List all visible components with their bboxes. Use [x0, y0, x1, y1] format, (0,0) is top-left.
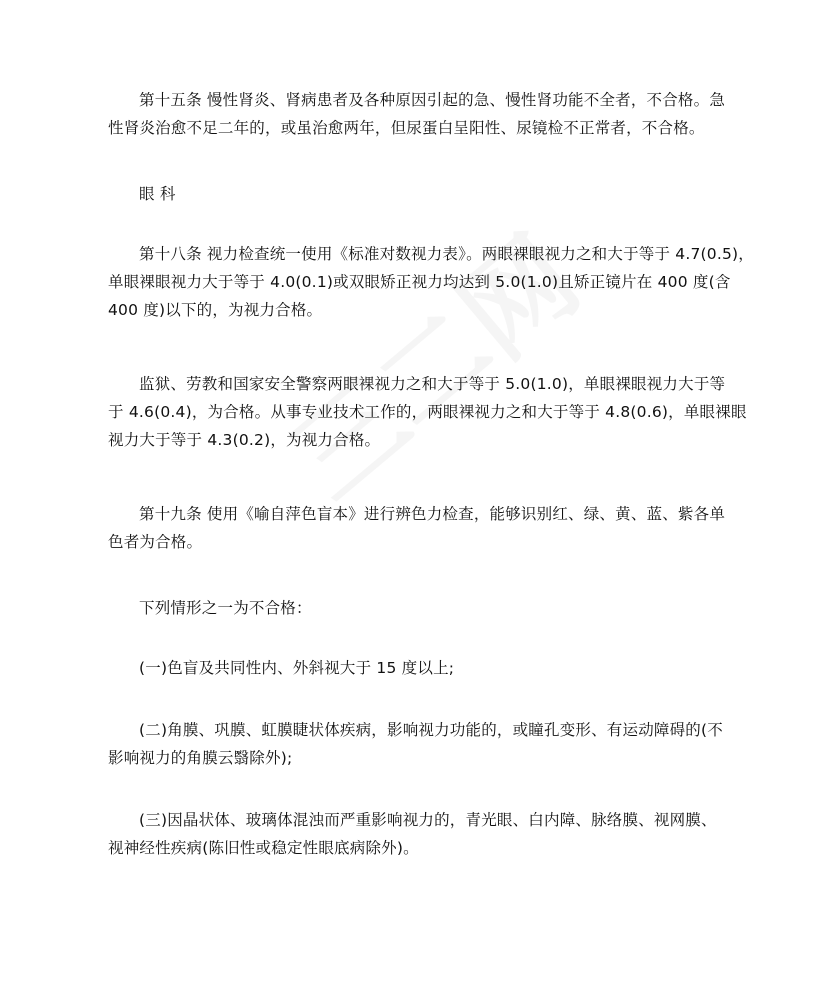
text-line: 下列情形之一为不合格：: [139, 599, 312, 617]
text-line: 第十五条 慢性肾炎、肾病患者及各种原因引起的急、慢性肾功能不全者，不合格。急: [139, 91, 726, 109]
text-line: 眼 科: [139, 185, 176, 203]
text-line: 视力大于等于 4.3(0.2)，为视力合格。: [108, 431, 381, 449]
list-item-2: [108, 716, 728, 772]
text-line: (三)因晶状体、玻璃体混浊而严重影响视力的，青光眼、白内障、脉络膜、视网膜、: [139, 811, 717, 829]
text-line: 单眼裸眼视力大于等于 4.0(0.1)或双眼矫正视力均达到 5.0(1.0)且矫正镜片在 400 度(含: [108, 273, 731, 291]
text-line: 色者为合格。: [108, 533, 203, 551]
list-item-3: [108, 806, 728, 862]
paragraph-article-18: [108, 240, 755, 324]
paragraph-article-15: [108, 86, 728, 142]
text-line: 性肾炎治愈不足二年的，或虽治愈两年，但尿蛋白呈阳性、尿镜检不正常者，不合格。: [108, 119, 705, 137]
paragraph-police-vision: [108, 370, 747, 454]
text-line: 400 度)以下的，为视力合格。: [108, 301, 323, 319]
section-heading-ophthalmology: [108, 180, 728, 208]
text-line: (二)角膜、巩膜、虹膜睫状体疾病，影响视力功能的，或瞳孔变形、有运动障碍的(不: [139, 721, 723, 739]
text-line: (一)色盲及共同性内、外斜视大于 15 度以上;: [139, 659, 455, 677]
text-line: 第十八条 视力检查统一使用《标准对数视力表》。两眼裸眼视力之和大于等于 4.7(0.5)，: [139, 245, 755, 263]
paragraph-article-19: [108, 500, 728, 556]
text-line: 影响视力的角膜云翳除外);: [108, 749, 293, 767]
text-line: 监狱、劳教和国家安全警察两眼裸视力之和大于等于 5.0(1.0)，单眼裸眼视力大于等: [139, 375, 726, 393]
text-line: 第十九条 使用《喻自萍色盲本》进行辨色力检查，能够识别红、绿、黄、蓝、紫各单: [139, 505, 726, 523]
paragraph-failing-conditions: [108, 594, 728, 622]
text-line: 视神经性疾病(陈旧性或稳定性眼底病除外)。: [108, 839, 419, 857]
text-line: 于 4.6(0.4)，为合格。从事专业技术工作的，两眼裸视力之和大于等于 4.8(0.6)，单眼裸眼: [108, 403, 747, 421]
list-item-1: [108, 654, 728, 682]
